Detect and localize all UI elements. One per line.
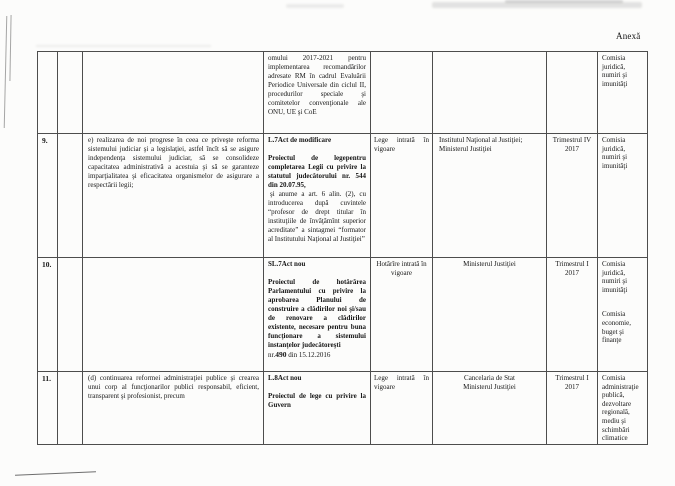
objective-cell	[83, 258, 264, 372]
annex-label: Anexă	[616, 31, 641, 41]
objective-cell	[83, 52, 264, 134]
act-cell	[264, 52, 371, 134]
act-cell	[264, 372, 371, 445]
empty-cell	[58, 372, 83, 445]
row-number-cell	[38, 52, 58, 134]
empty-cell	[58, 134, 83, 258]
commission-name: Comisia administraţie publică, dezvoltare regională, mediu şi schimbări climatice	[602, 374, 639, 443]
institution-line: Ministerul Justiţiei	[463, 383, 516, 391]
commission-cell	[598, 52, 648, 134]
status-cell	[371, 52, 433, 134]
commission-name: Comisia economie, buget şi finanţe	[602, 310, 631, 345]
scan-smudge	[286, 4, 344, 8]
commission-cell	[598, 372, 648, 445]
commission-cell	[598, 134, 648, 258]
commission-name: Comisia juridică, numiri şi imunităţi	[602, 54, 628, 88]
term-quarter: Trimestrul I	[555, 260, 589, 268]
act-ref-date: din 15.12.2016	[286, 351, 331, 359]
objective-cell: (d) continuarea reformei administraţiei publice şi crearea unui corp al funcţionarilor publici responsabil, eficient, transparent şi profesionist, precum	[83, 372, 264, 445]
act-header: SL.7Act nou	[268, 260, 306, 268]
scan-artifact-line	[4, 16, 8, 128]
table-row-10	[38, 258, 648, 372]
act-ref-prefix: nr.	[268, 351, 276, 359]
term-quarter: Trimestrul IV	[552, 136, 592, 144]
institution-cell: Ministerul Justiţiei	[433, 258, 547, 372]
institution-cell: Institutul Naţional al Justiţiei; Ministerul Justiţiei	[433, 134, 547, 258]
row-number-cell: 9.	[38, 134, 58, 258]
term-year: 2017	[565, 145, 579, 153]
act-cell	[264, 134, 371, 258]
commission-cell	[598, 258, 648, 372]
status-cell: Lege intrată în vigoare	[371, 134, 433, 258]
scan-artifact-line	[9, 15, 11, 81]
term-cell	[547, 372, 598, 445]
row-number-cell: 11.	[38, 372, 58, 445]
status-cell: Lege intrată în vigoare	[371, 372, 433, 445]
objective-cell: e) realizarea de noi progrese în ceea ce priveşte reforma sistemului judiciar şi a legislaţiei, astfel încît să se asigure independenţa sistemului judiciar, să se consolideze capacitatea administrativă a acestuia şi să se garanteze imparţialitatea şi eficacitatea organismelor de asigurare a respectării legii;	[83, 134, 264, 258]
objectives-table	[37, 51, 648, 445]
term-year: 2017	[565, 383, 579, 391]
act-header: L.8Act nou	[268, 374, 302, 382]
act-text: omului 2017-2021 pentru implementarea recomandărilor adresate RM în cadrul Evaluării Periodice Universale din ciclul II, procedurilor speciale şi comitetelor convenţionale ale ONU, UE şi CoE	[268, 54, 366, 116]
scan-smudge	[505, 0, 623, 3]
act-detail: şi anume a art. 6 alin. (2), cu introducerea după cuvintele “profesor de drept titular în instituţiile de învăţămînt superior acreditate” a sintagmei “formator al Institutului Naţional al Justiţiei”	[268, 190, 366, 243]
footnote-rule	[15, 471, 96, 475]
act-title: Proiectul de lege cu privire la Guvern	[268, 392, 366, 409]
row-number-cell: 10.	[38, 258, 58, 372]
commission-name: Comisia juridică, numiri şi imunităţi	[602, 260, 628, 294]
table-row-11	[38, 372, 648, 445]
term-year: 2017	[565, 269, 579, 277]
institution-cell	[433, 372, 547, 445]
table-row-continuation	[38, 52, 648, 134]
act-cell	[264, 258, 371, 372]
act-reference	[268, 350, 366, 360]
act-ref-number: 490	[275, 350, 287, 359]
commission-name: Comisia juridică, numiri şi imunităţi	[602, 136, 628, 170]
institution-line: Cancelaria de Stat	[464, 374, 515, 382]
scan-smudge	[36, 45, 211, 47]
act-title: Proiectul de hotărârea Parlamentului cu privire la aprobarea Planului de construire a clădirilor noi şi/sau de renovare a clădirilor existente, necesare pentru buna funcţionare a sistemului instanţelor judecătoreşti	[268, 278, 366, 349]
term-quarter: Trimestrul I	[555, 374, 589, 382]
term-cell	[547, 134, 598, 258]
act-header: L.7Act de modificare	[268, 136, 332, 144]
institution-cell	[433, 52, 547, 134]
empty-cell	[58, 258, 83, 372]
term-cell	[547, 258, 598, 372]
table-row-9	[38, 134, 648, 258]
term-cell	[547, 52, 598, 134]
objectives-table-wrapper	[37, 51, 648, 445]
status-cell: Hotărîre intrată în vigoare	[371, 258, 433, 372]
act-title: Proiectul de legepentru completarea Legii cu privire la statutul judecătorului nr. 544 din 20.07.95,	[268, 154, 366, 189]
empty-cell	[58, 52, 83, 134]
